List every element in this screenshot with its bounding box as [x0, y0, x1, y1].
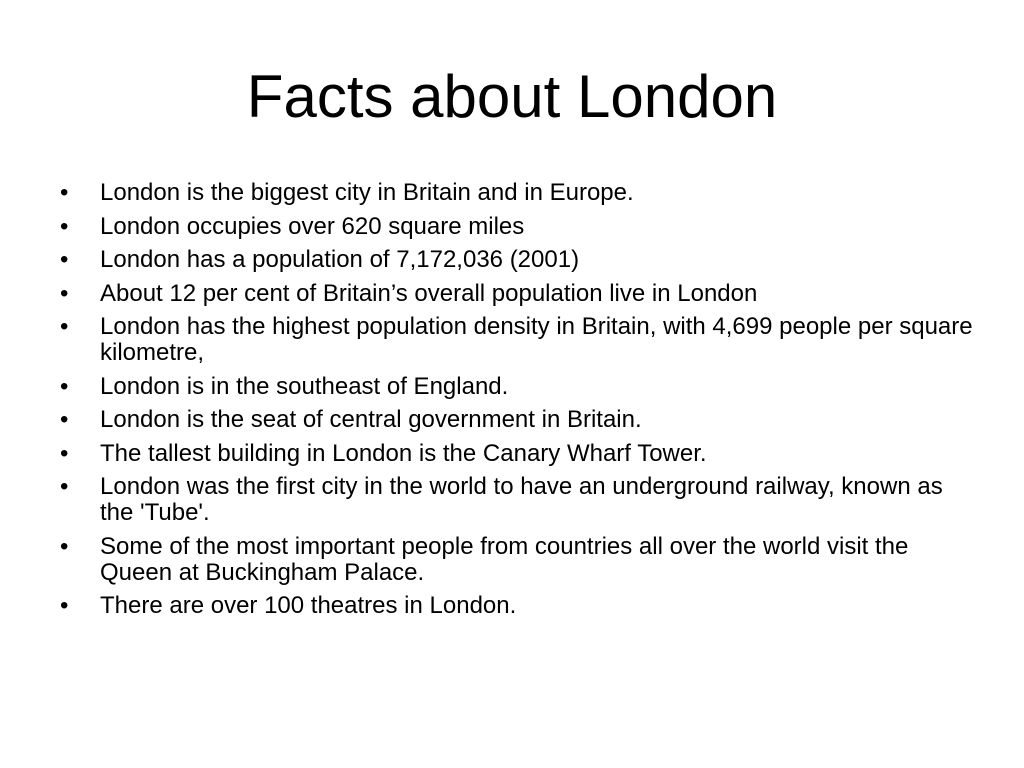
bullet-text: There are over 100 theatres in London.	[100, 592, 517, 619]
bullet-icon: •	[60, 246, 69, 273]
bullet-icon: •	[60, 439, 69, 467]
bullet-icon: •	[60, 372, 69, 400]
bullet-text: The tallest building in London is the Canary Wharf Tower.	[100, 439, 707, 467]
bullet-item	[60, 407, 980, 433]
bullet-item	[60, 247, 980, 273]
bullet-icon: •	[60, 473, 69, 500]
bullet-text: London is the biggest city in Britain and in Europe.	[100, 179, 634, 206]
bullet-item	[60, 374, 980, 400]
bullet-icon: •	[60, 212, 69, 240]
bullet-icon: •	[60, 406, 69, 433]
bullet-icon: •	[60, 179, 69, 206]
bullet-item	[60, 441, 980, 467]
bullet-icon: •	[60, 279, 69, 307]
bullet-item	[60, 281, 980, 307]
bullet-list	[60, 180, 980, 627]
bullet-text: London was the first city in the world to have an underground railway, known as the 'Tube'.	[100, 473, 943, 526]
bullet-text: London is in the southeast of England.	[100, 372, 509, 400]
bullet-icon: •	[60, 592, 69, 619]
bullet-item	[60, 214, 980, 240]
bullet-icon: •	[60, 313, 69, 340]
bullet-text: London has the highest population density in Britain, with 4,699 people per square kilometre,	[100, 313, 973, 366]
bullet-item	[60, 474, 980, 526]
bullet-text: London is the seat of central government in Britain.	[100, 406, 642, 433]
bullet-item	[60, 180, 980, 206]
bullet-icon: •	[60, 532, 69, 560]
bullet-item	[60, 314, 980, 366]
bullet-item	[60, 593, 980, 619]
bullet-text: London occupies over 620 square miles	[100, 212, 525, 240]
bullet-text: About 12 per cent of Britain’s overall population live in London	[100, 279, 758, 307]
bullet-item	[60, 534, 980, 586]
bullet-text: London has a population of 7,172,036 (2001)	[100, 246, 580, 273]
bullet-text: Some of the most important people from countries all over the world visit the Queen at Buckingham Palace.	[100, 532, 909, 586]
slide-title: Facts about London	[246, 63, 778, 130]
